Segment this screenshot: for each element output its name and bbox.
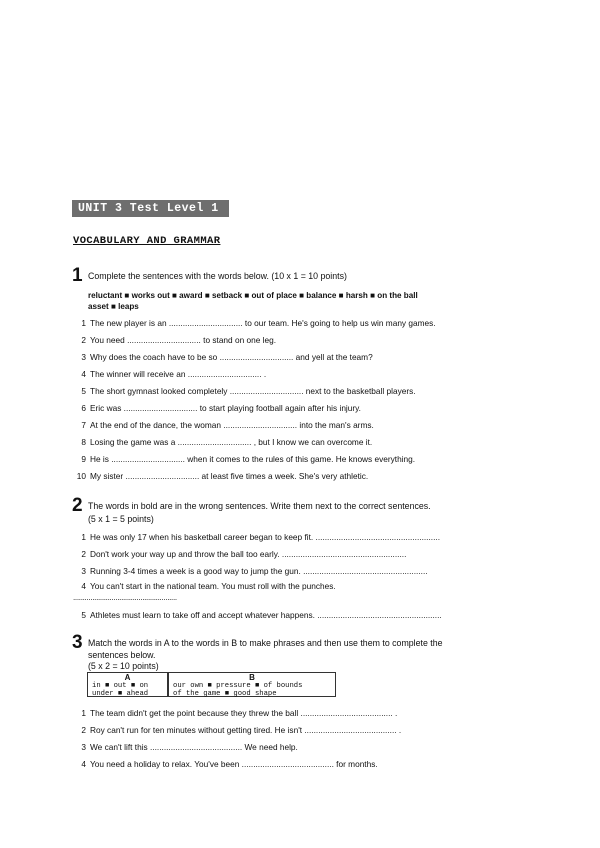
item-number: 1 xyxy=(81,708,86,718)
exercise-3-item xyxy=(66,708,397,719)
box-a-heading: A xyxy=(124,673,131,682)
item-number: 3 xyxy=(81,566,86,576)
exercise-2-item xyxy=(66,549,406,560)
item-text: Eric was ................................ to start playing football again after his injury. xyxy=(90,403,361,413)
exercise-1-item xyxy=(66,471,368,482)
item-text: My sister ................................ at least five times a week. She's very athletic. xyxy=(90,471,369,481)
exercise-3-number: 3 xyxy=(72,632,83,653)
item-number: 9 xyxy=(81,454,86,464)
item-text: We can't lift this ........................................ We need help. xyxy=(90,742,298,752)
exercise-1-item xyxy=(66,352,373,363)
item-text: The new player is an ................................ to our team. He's going to help us win many games. xyxy=(90,318,436,328)
exercise-3-instruction-line-2: sentences below. xyxy=(88,650,156,660)
exercise-3-instruction-line-1: Match the words in A to the words in B to make phrases and then use them to complete the xyxy=(88,638,443,648)
exercise-1-item xyxy=(66,369,266,380)
item-text: Don't work your way up and throw the ball too early. ...................................................... xyxy=(90,549,407,559)
item-number: 6 xyxy=(81,403,86,413)
item-text: The winner will receive an ................................ . xyxy=(90,369,267,379)
item-number: 4 xyxy=(81,369,86,379)
exercise-2-instruction-line-1: The words in bold are in the wrong sentences. Write them next to the correct sentences. xyxy=(88,501,431,511)
box-b xyxy=(168,672,336,697)
unit-label: UNIT 3 Test Level 1 xyxy=(72,200,229,217)
item-text: You can't start in the national team. You must roll with the punches. xyxy=(90,581,336,591)
item-number: 2 xyxy=(81,335,86,345)
exercise-1-item xyxy=(66,437,372,448)
item-text: You need a holiday to relax. You've been ........................................ for months. xyxy=(90,759,378,769)
exercise-1-item xyxy=(66,335,276,346)
item-text: He was only 17 when his basketball career began to keep fit. ...................................................... xyxy=(90,532,441,542)
item-text: Running 3-4 times a week is a good way to jump the gun. ...................................................... xyxy=(90,566,428,576)
item-number: 1 xyxy=(81,532,86,542)
item-text: At the end of the dance, the woman ................................ into the man's arms. xyxy=(90,420,374,430)
item-text: The short gymnast looked completely ................................ next to the basketball players. xyxy=(90,386,416,396)
item-number: 10 xyxy=(76,471,86,481)
box-a-line-1: in ■ out ■ on xyxy=(92,682,149,690)
exercise-2-item-4-answer-line: ...................................................... xyxy=(73,593,177,602)
box-b-line-2: of the game ■ good shape xyxy=(173,690,277,698)
exercise-3-item xyxy=(66,759,378,770)
exercise-1-word-bank-line-1: reluctant ■ works out ■ award ■ setback ■ out of place ■ balance ■ harsh ■ on the ball xyxy=(88,291,418,300)
item-text: Losing the game was a ................................ , but I know we can overcome it. xyxy=(90,437,373,447)
exercise-3-item xyxy=(66,742,298,753)
exercise-2-item xyxy=(66,532,440,543)
exercise-1-item xyxy=(66,318,436,329)
exercise-1-number: 1 xyxy=(72,265,83,286)
section-title: VOCABULARY AND GRAMMAR xyxy=(73,235,221,247)
exercise-1-item xyxy=(66,386,416,397)
exercise-1-item xyxy=(66,420,374,431)
item-text: The team didn't get the point because they threw the ball ........................................ . xyxy=(90,708,398,718)
item-text: You need ................................ to stand on one leg. xyxy=(90,335,277,345)
item-text: He is ................................ when it comes to the rules of this game. He knows everything. xyxy=(90,454,416,464)
exercise-3-instruction-line-3: (5 x 2 = 10 points) xyxy=(88,661,159,671)
exercise-1-item xyxy=(66,403,361,414)
exercise-2-instruction-line-2: (5 x 1 = 5 points) xyxy=(88,514,154,524)
box-b-line-1: our own ■ pressure ■ of bounds xyxy=(173,682,303,690)
item-number: 2 xyxy=(81,725,86,735)
item-number: 3 xyxy=(81,352,86,362)
item-number: 4 xyxy=(81,581,86,591)
box-b-heading: B xyxy=(249,673,255,682)
item-number: 3 xyxy=(81,742,86,752)
box-a-line-2: under ■ ahead xyxy=(92,690,149,698)
exercise-2-item xyxy=(66,581,336,592)
exercise-1-word-bank-line-2: asset ■ leaps xyxy=(88,302,139,311)
exercise-2-number: 2 xyxy=(72,495,83,516)
item-text: Athletes must learn to take off and accept whatever happens. ...................................................... xyxy=(90,610,442,620)
exercise-2-item xyxy=(66,566,428,577)
item-number: 4 xyxy=(81,759,86,769)
exercise-2-item xyxy=(66,610,442,621)
item-text: Roy can't run for ten minutes without getting tired. He isn't ........................................ . xyxy=(90,725,402,735)
item-number: 7 xyxy=(81,420,86,430)
item-number: 5 xyxy=(81,386,86,396)
exercise-1-instruction: Complete the sentences with the words below. (10 x 1 = 10 points) xyxy=(88,271,347,281)
item-number: 2 xyxy=(81,549,86,559)
item-text: Why does the coach have to be so ................................ and yell at the team? xyxy=(90,352,373,362)
box-a xyxy=(87,672,168,697)
item-number: 8 xyxy=(81,437,86,447)
item-number: 1 xyxy=(81,318,86,328)
exercise-1-item xyxy=(66,454,415,465)
exercise-3-item xyxy=(66,725,401,736)
item-number: 5 xyxy=(81,610,86,620)
